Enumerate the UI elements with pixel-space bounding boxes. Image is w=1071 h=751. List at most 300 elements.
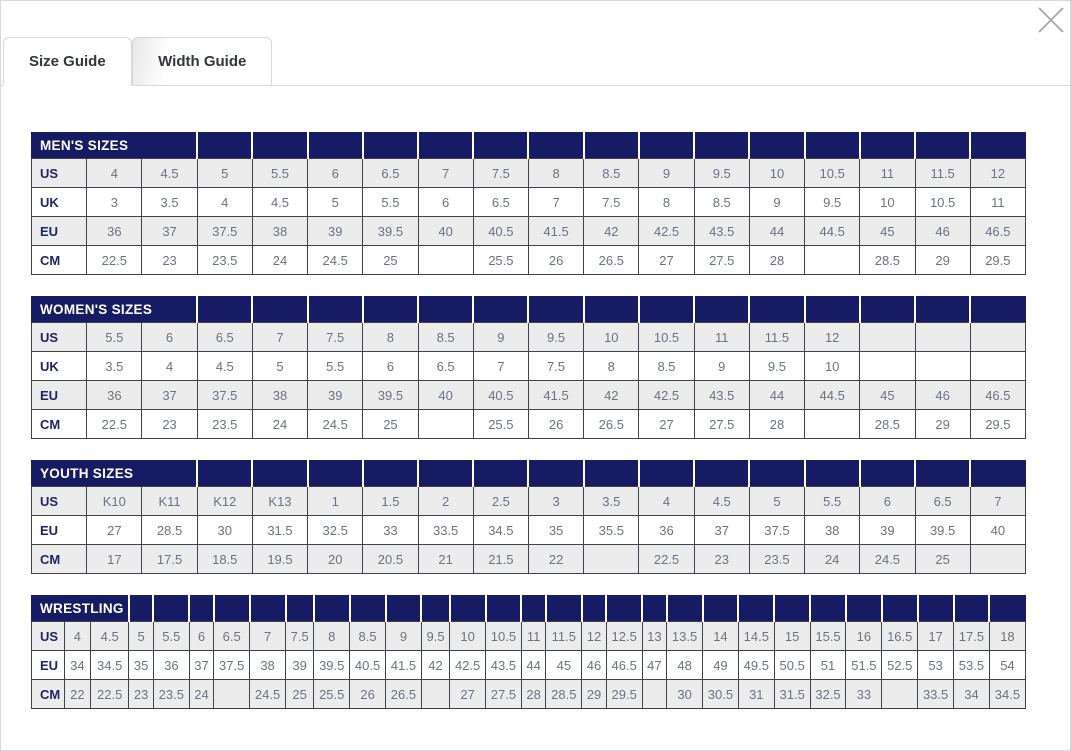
size-cell: 30.5 [703, 680, 739, 709]
size-cell: 49 [703, 651, 739, 680]
size-cell: 9 [749, 188, 804, 217]
size-cell: 11 [694, 323, 749, 352]
header-cell [918, 596, 954, 622]
size-cell [970, 323, 1025, 352]
size-cell: 9.5 [749, 352, 804, 381]
size-cell: 45 [546, 651, 582, 680]
header-cell [308, 461, 363, 487]
size-cell: 36 [87, 217, 142, 246]
size-cell: 38 [250, 651, 286, 680]
size-cell: 27.5 [694, 410, 749, 439]
header-cell [738, 596, 774, 622]
size-cell: 30 [667, 680, 703, 709]
size-cell: 37 [142, 217, 197, 246]
size-cell: 12 [582, 622, 607, 651]
size-cell [860, 352, 915, 381]
size-cell: 13.5 [667, 622, 703, 651]
size-cell: 9 [386, 622, 422, 651]
size-cell: 51 [810, 651, 846, 680]
size-cell: 8 [528, 159, 583, 188]
size-cell: 21.5 [473, 545, 528, 574]
header-cell [667, 596, 703, 622]
size-cell: 33 [363, 516, 418, 545]
size-cell: 6 [142, 323, 197, 352]
size-cell: 8 [584, 352, 639, 381]
size-cell: 6.5 [214, 622, 250, 651]
size-cell: 6 [418, 188, 473, 217]
size-cell: 42 [421, 651, 449, 680]
size-cell: 52.5 [882, 651, 918, 680]
size-cell: 37.5 [214, 651, 250, 680]
size-cell: 20 [308, 545, 363, 574]
size-cell: 7 [418, 159, 473, 188]
size-cell: 5 [197, 159, 252, 188]
table-row-uk [32, 188, 1026, 217]
size-cell: 23 [142, 410, 197, 439]
size-cell: 28.5 [142, 516, 197, 545]
size-cell: 25.5 [314, 680, 350, 709]
size-cell: 28.5 [546, 680, 582, 709]
size-cell: 27 [639, 410, 694, 439]
size-cell: 3.5 [142, 188, 197, 217]
size-cell: 42.5 [450, 651, 486, 680]
size-cell: 34 [64, 651, 90, 680]
size-cell: 5 [749, 487, 804, 516]
size-cell: 27 [450, 680, 486, 709]
close-icon[interactable] [1034, 3, 1068, 37]
row-label: EU [32, 516, 87, 545]
header-cell [970, 461, 1025, 487]
size-cell: K11 [142, 487, 197, 516]
size-cell: 7.5 [528, 352, 583, 381]
size-cell: 34.5 [473, 516, 528, 545]
size-cell: 37.5 [197, 381, 252, 410]
row-label: US [32, 487, 87, 516]
size-cell: 5 [129, 622, 154, 651]
size-cell [214, 680, 250, 709]
header-cell [954, 596, 990, 622]
size-cell: 6 [308, 159, 363, 188]
header-cell [473, 461, 528, 487]
size-cell: 24 [189, 680, 214, 709]
size-cell: 9 [473, 323, 528, 352]
header-cell [473, 133, 528, 159]
size-cell: 8.5 [694, 188, 749, 217]
header-cell [363, 297, 418, 323]
size-cell: 28 [749, 410, 804, 439]
size-cell: 5.5 [363, 188, 418, 217]
size-cell: 27 [639, 246, 694, 275]
size-cell: 8 [363, 323, 418, 352]
header-cell [584, 297, 639, 323]
size-cell [418, 410, 473, 439]
header-cell [308, 297, 363, 323]
size-cell: 9 [694, 352, 749, 381]
table-row-us [32, 487, 1026, 516]
size-cell: 17.5 [954, 622, 990, 651]
size-cell: 34.5 [989, 680, 1025, 709]
size-cell: 39 [308, 217, 363, 246]
size-cell: 22 [528, 545, 583, 574]
size-cell: 9.5 [421, 622, 449, 651]
size-cell: 46 [582, 651, 607, 680]
size-cell: 37.5 [749, 516, 804, 545]
header-cell [528, 297, 583, 323]
size-cell: 17 [918, 622, 954, 651]
size-cell: 37 [694, 516, 749, 545]
size-cell: 6.5 [473, 188, 528, 217]
size-cell: 17.5 [142, 545, 197, 574]
header-cell [703, 596, 739, 622]
header-cell [314, 596, 350, 622]
size-cell [915, 323, 970, 352]
size-cell: 28.5 [860, 410, 915, 439]
header-cell [528, 133, 583, 159]
size-cell: 18.5 [197, 545, 252, 574]
size-cell: 24 [252, 246, 307, 275]
header-cell [639, 461, 694, 487]
size-cell: 6 [860, 487, 915, 516]
table-row-cm [32, 246, 1026, 275]
size-cell: 44 [749, 381, 804, 410]
row-label: CM [32, 410, 87, 439]
size-cell: 24.5 [308, 246, 363, 275]
size-cell: 42.5 [639, 381, 694, 410]
size-cell [970, 352, 1025, 381]
size-cell: 24.5 [308, 410, 363, 439]
header-cell [584, 133, 639, 159]
size-cell: 25 [286, 680, 314, 709]
header-cell [250, 596, 286, 622]
size-cell: 22 [64, 680, 90, 709]
size-cell: 44.5 [805, 217, 860, 246]
size-cell: 25 [363, 246, 418, 275]
size-cell: 26 [350, 680, 386, 709]
header-cell [486, 596, 522, 622]
size-cell: 44 [521, 651, 546, 680]
header-cell [450, 596, 486, 622]
size-cell: 53 [918, 651, 954, 680]
size-cell: 41.5 [386, 651, 422, 680]
size-cell: 23 [129, 680, 154, 709]
size-cell: K12 [197, 487, 252, 516]
table-title: WRESTLING [32, 596, 129, 622]
tab-width-guide[interactable] [132, 37, 272, 86]
size-cell: 28 [749, 246, 804, 275]
size-cell: 9.5 [694, 159, 749, 188]
size-cell: 17 [87, 545, 142, 574]
size-table-youth-sizes [31, 460, 1026, 574]
size-cell: 31.5 [252, 516, 307, 545]
size-cell [805, 410, 860, 439]
size-cell: 29.5 [606, 680, 642, 709]
header-cell [989, 596, 1025, 622]
tab-size-guide-label: Size Guide [29, 53, 106, 70]
header-cell [860, 133, 915, 159]
size-cell: 3 [528, 487, 583, 516]
size-cell: 39 [308, 381, 363, 410]
header-cell [694, 133, 749, 159]
size-cell: 16 [846, 622, 882, 651]
header-cell [129, 596, 154, 622]
size-cell: 36 [153, 651, 189, 680]
size-cell: 10.5 [639, 323, 694, 352]
size-cell: 43.5 [694, 381, 749, 410]
size-cell: 49.5 [738, 651, 774, 680]
size-cell: 46 [915, 381, 970, 410]
size-cell: 29 [915, 410, 970, 439]
header-cell [418, 461, 473, 487]
size-cell: 34.5 [90, 651, 128, 680]
table-row-cm [32, 680, 1026, 709]
table-title: MEN'S SIZES [32, 133, 198, 159]
size-cell: 7 [252, 323, 307, 352]
size-cell: 10.5 [486, 622, 522, 651]
size-cell: 38 [805, 516, 860, 545]
size-cell: 25 [363, 410, 418, 439]
size-cell: 40.5 [350, 651, 386, 680]
header-cell [528, 461, 583, 487]
header-cell [197, 133, 252, 159]
size-cell: 41.5 [528, 381, 583, 410]
header-cell [970, 133, 1025, 159]
header-cell [970, 297, 1025, 323]
header-cell [418, 297, 473, 323]
size-cell: 5.5 [153, 622, 189, 651]
size-cell: 7.5 [308, 323, 363, 352]
size-cell: 42 [584, 217, 639, 246]
size-cell: 23 [694, 545, 749, 574]
size-cell: 46.5 [970, 217, 1025, 246]
size-cell: 12 [805, 323, 860, 352]
table-header-row [32, 596, 1026, 622]
size-cell: 7 [473, 352, 528, 381]
size-cell [970, 545, 1025, 574]
size-cell: 7.5 [584, 188, 639, 217]
size-cell: 29.5 [970, 410, 1025, 439]
size-cell: 46.5 [606, 651, 642, 680]
size-cell [882, 680, 918, 709]
size-cell: 24.5 [860, 545, 915, 574]
size-cell: 11.5 [546, 622, 582, 651]
size-cell: 9 [639, 159, 694, 188]
header-cell [214, 596, 250, 622]
size-cell: 53.5 [954, 651, 990, 680]
size-cell: 39 [286, 651, 314, 680]
size-cell: 40 [418, 217, 473, 246]
header-cell [286, 596, 314, 622]
size-cell: 42 [584, 381, 639, 410]
header-cell [805, 297, 860, 323]
size-cell: 15.5 [810, 622, 846, 651]
size-cell: 9.5 [528, 323, 583, 352]
size-cell: K10 [87, 487, 142, 516]
row-label: UK [32, 188, 87, 217]
size-cell: 28.5 [860, 246, 915, 275]
table-row-cm [32, 410, 1026, 439]
size-cell: K13 [252, 487, 307, 516]
header-cell [584, 461, 639, 487]
size-cell: 39.5 [915, 516, 970, 545]
size-cell: 5.5 [87, 323, 142, 352]
header-cell [639, 133, 694, 159]
size-cell: 5.5 [252, 159, 307, 188]
size-cell: 5 [252, 352, 307, 381]
size-cell: 24.5 [250, 680, 286, 709]
header-cell [189, 596, 214, 622]
size-cell: 22.5 [90, 680, 128, 709]
size-cell: 10 [749, 159, 804, 188]
size-cell: 31 [738, 680, 774, 709]
size-table-wrestling [31, 595, 1026, 709]
size-cell: 23.5 [197, 410, 252, 439]
size-cell: 25.5 [473, 410, 528, 439]
size-cell: 7 [970, 487, 1025, 516]
size-cell: 46 [915, 217, 970, 246]
size-cell: 5.5 [308, 352, 363, 381]
size-cell: 27 [87, 516, 142, 545]
size-cell: 10 [805, 352, 860, 381]
size-cell: 12.5 [606, 622, 642, 651]
header-cell [153, 596, 189, 622]
table-row-eu [32, 651, 1026, 680]
header-cell [350, 596, 386, 622]
size-cell: 1.5 [363, 487, 418, 516]
header-cell [915, 461, 970, 487]
size-cell: 36 [639, 516, 694, 545]
size-cell: 25.5 [473, 246, 528, 275]
size-cell: 4 [64, 622, 90, 651]
tab-width-guide-label: Width Guide [158, 53, 247, 70]
header-cell [252, 297, 307, 323]
table-row-eu [32, 516, 1026, 545]
header-cell [421, 596, 449, 622]
table-row-eu [32, 381, 1026, 410]
size-cell: 40 [418, 381, 473, 410]
size-cell: 2.5 [473, 487, 528, 516]
size-cell: 10 [450, 622, 486, 651]
size-cell: 42.5 [639, 217, 694, 246]
size-cell: 19.5 [252, 545, 307, 574]
size-cell: 39.5 [314, 651, 350, 680]
header-cell [606, 596, 642, 622]
size-cell: 41.5 [528, 217, 583, 246]
header-cell [308, 133, 363, 159]
table-header-row [32, 133, 1026, 159]
size-cell: 9.5 [805, 188, 860, 217]
size-cell: 48 [667, 651, 703, 680]
size-cell: 2 [418, 487, 473, 516]
size-cell: 11 [860, 159, 915, 188]
header-cell [694, 461, 749, 487]
size-cell: 3.5 [584, 487, 639, 516]
size-cell: 11 [970, 188, 1025, 217]
size-cell: 27.5 [486, 680, 522, 709]
size-cell: 26 [528, 410, 583, 439]
size-cell: 10 [584, 323, 639, 352]
size-cell [418, 246, 473, 275]
size-cell: 1 [308, 487, 363, 516]
size-cell [421, 680, 449, 709]
header-cell [749, 461, 804, 487]
size-cell: 11.5 [915, 159, 970, 188]
table-row-us [32, 159, 1026, 188]
size-cell: 22.5 [639, 545, 694, 574]
size-cell: 8.5 [350, 622, 386, 651]
size-cell: 8.5 [418, 323, 473, 352]
size-cell: 4 [87, 159, 142, 188]
row-label: US [32, 323, 87, 352]
size-cell: 3 [87, 188, 142, 217]
table-header-row [32, 297, 1026, 323]
size-cell: 5.5 [805, 487, 860, 516]
size-cell: 15 [774, 622, 810, 651]
size-cell: 8.5 [584, 159, 639, 188]
size-cell: 10 [860, 188, 915, 217]
size-cell: 16.5 [882, 622, 918, 651]
size-tables-area [31, 132, 1070, 709]
header-cell [694, 297, 749, 323]
size-cell: 45 [860, 217, 915, 246]
size-cell: 35 [129, 651, 154, 680]
size-cell: 8 [639, 188, 694, 217]
size-cell: 22.5 [87, 410, 142, 439]
size-cell: 26.5 [386, 680, 422, 709]
row-label: US [32, 159, 87, 188]
size-cell: 26.5 [584, 410, 639, 439]
size-cell: 27.5 [694, 246, 749, 275]
size-cell: 35 [528, 516, 583, 545]
size-cell: 20.5 [363, 545, 418, 574]
table-title: WOMEN'S SIZES [32, 297, 198, 323]
size-cell: 4.5 [90, 622, 128, 651]
size-cell: 4.5 [142, 159, 197, 188]
size-cell: 4 [639, 487, 694, 516]
size-cell: 32.5 [308, 516, 363, 545]
size-cell: 6.5 [915, 487, 970, 516]
size-cell: 31.5 [774, 680, 810, 709]
header-cell [521, 596, 546, 622]
tab-size-guide[interactable] [3, 37, 132, 86]
size-cell: 28 [521, 680, 546, 709]
size-cell: 26 [528, 246, 583, 275]
row-label: CM [32, 545, 87, 574]
header-cell [363, 461, 418, 487]
size-cell: 29.5 [970, 246, 1025, 275]
header-cell [546, 596, 582, 622]
size-cell: 43.5 [486, 651, 522, 680]
size-table-women-s-sizes [31, 296, 1026, 439]
table-header-row [32, 461, 1026, 487]
size-cell: 39 [860, 516, 915, 545]
size-cell: 23 [142, 246, 197, 275]
size-cell: 5 [308, 188, 363, 217]
tab-bar [1, 37, 1070, 86]
size-cell: 6.5 [418, 352, 473, 381]
header-cell [363, 133, 418, 159]
size-cell: 12 [970, 159, 1025, 188]
size-cell: 22.5 [87, 246, 142, 275]
x-close-glyph [1036, 5, 1066, 35]
size-cell [642, 680, 667, 709]
size-table-men-s-sizes [31, 132, 1026, 275]
row-label: UK [32, 352, 87, 381]
size-cell: 29 [915, 246, 970, 275]
table-row-eu [32, 217, 1026, 246]
table-row-cm [32, 545, 1026, 574]
size-cell: 14 [703, 622, 739, 651]
size-cell: 14.5 [738, 622, 774, 651]
